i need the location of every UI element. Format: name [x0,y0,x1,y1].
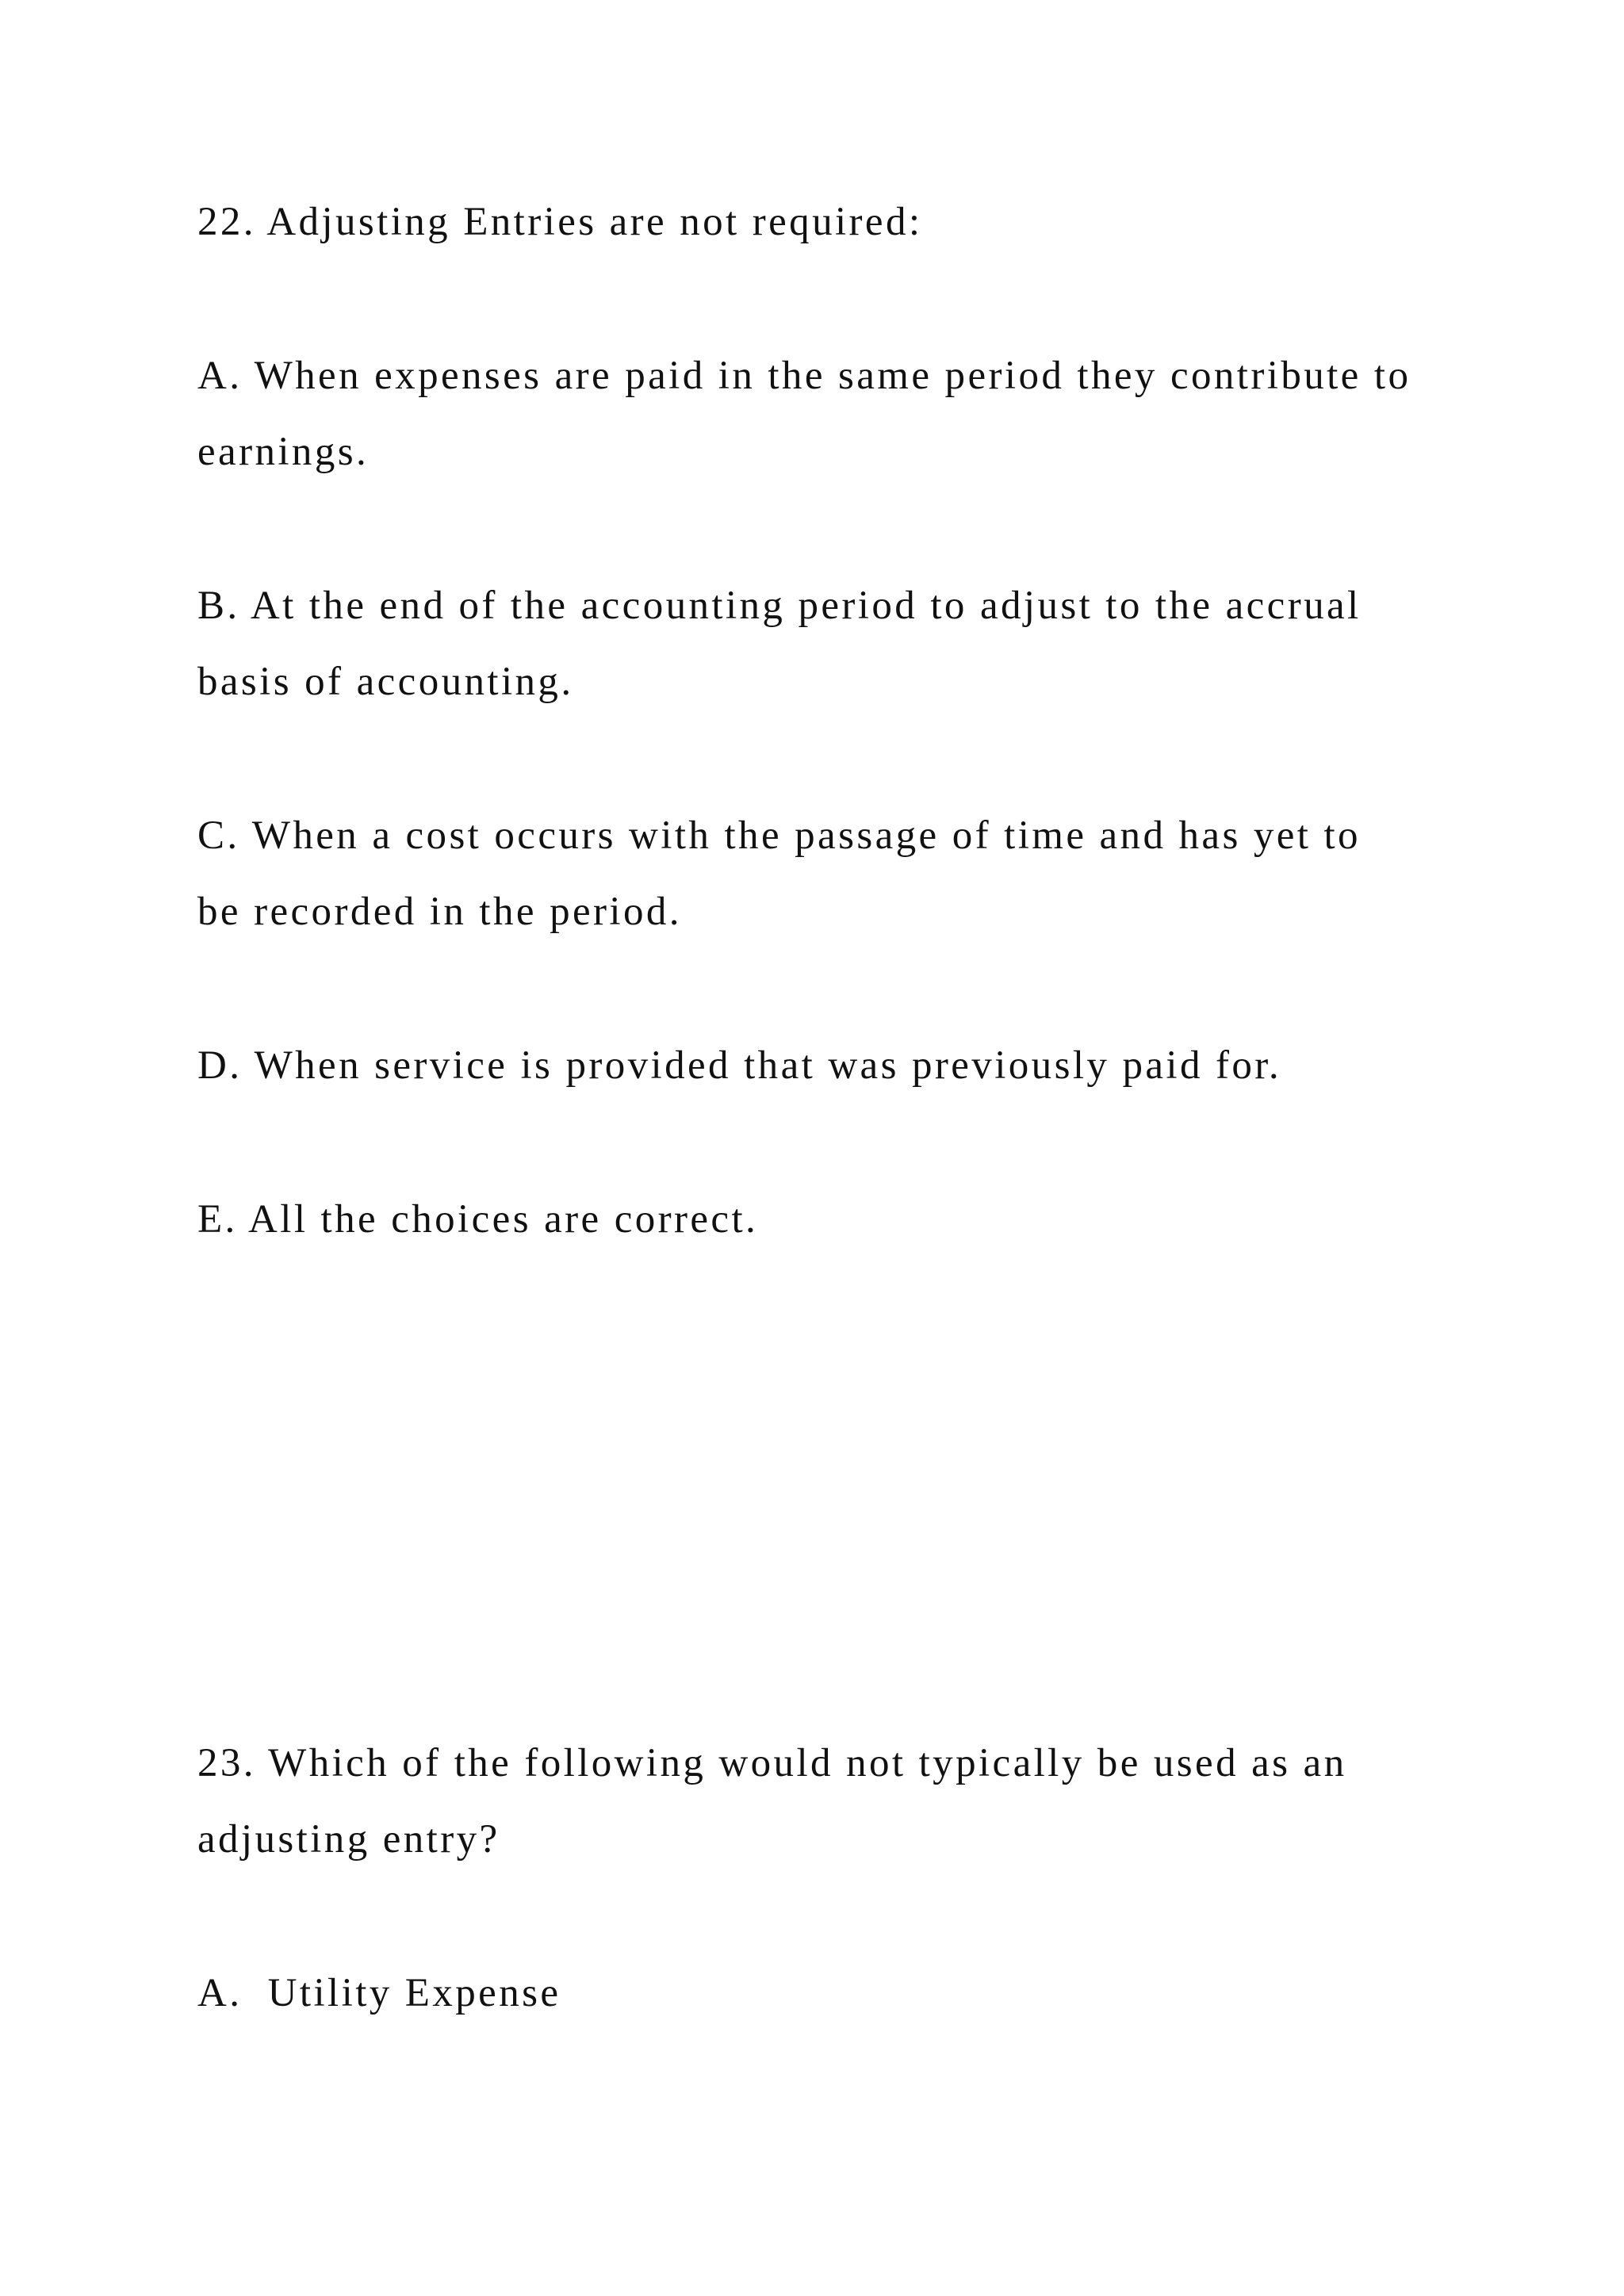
option-e-line-1: E. All the choices are correct. [197,1197,759,1242]
question-23-prompt-line-2: adjusting entry? [197,1817,500,1862]
option-b-line-2: basis of accounting. [197,660,574,704]
option-c-line-2: be recorded in the period. [197,890,682,934]
option-a-line-1: A. When expenses are paid in the same period they contribute to [197,354,1411,398]
question-23-prompt-line-1: 23. Which of the following would not typically be used as an [197,1741,1347,1785]
question-22-prompt: 22. Adjusting Entries are not required: [197,200,923,244]
option-d-line-1: D. When service is provided that was previously paid for. [197,1043,1281,1088]
option-a-line-1: A. Utility Expense [197,1971,561,2015]
option-b-line-1: B. At the end of the accounting period to adjust to the accrual [197,584,1362,628]
option-c-line-1: C. When a cost occurs with the passage of time and has yet to [197,813,1361,858]
option-a-line-2: earnings. [197,430,370,474]
